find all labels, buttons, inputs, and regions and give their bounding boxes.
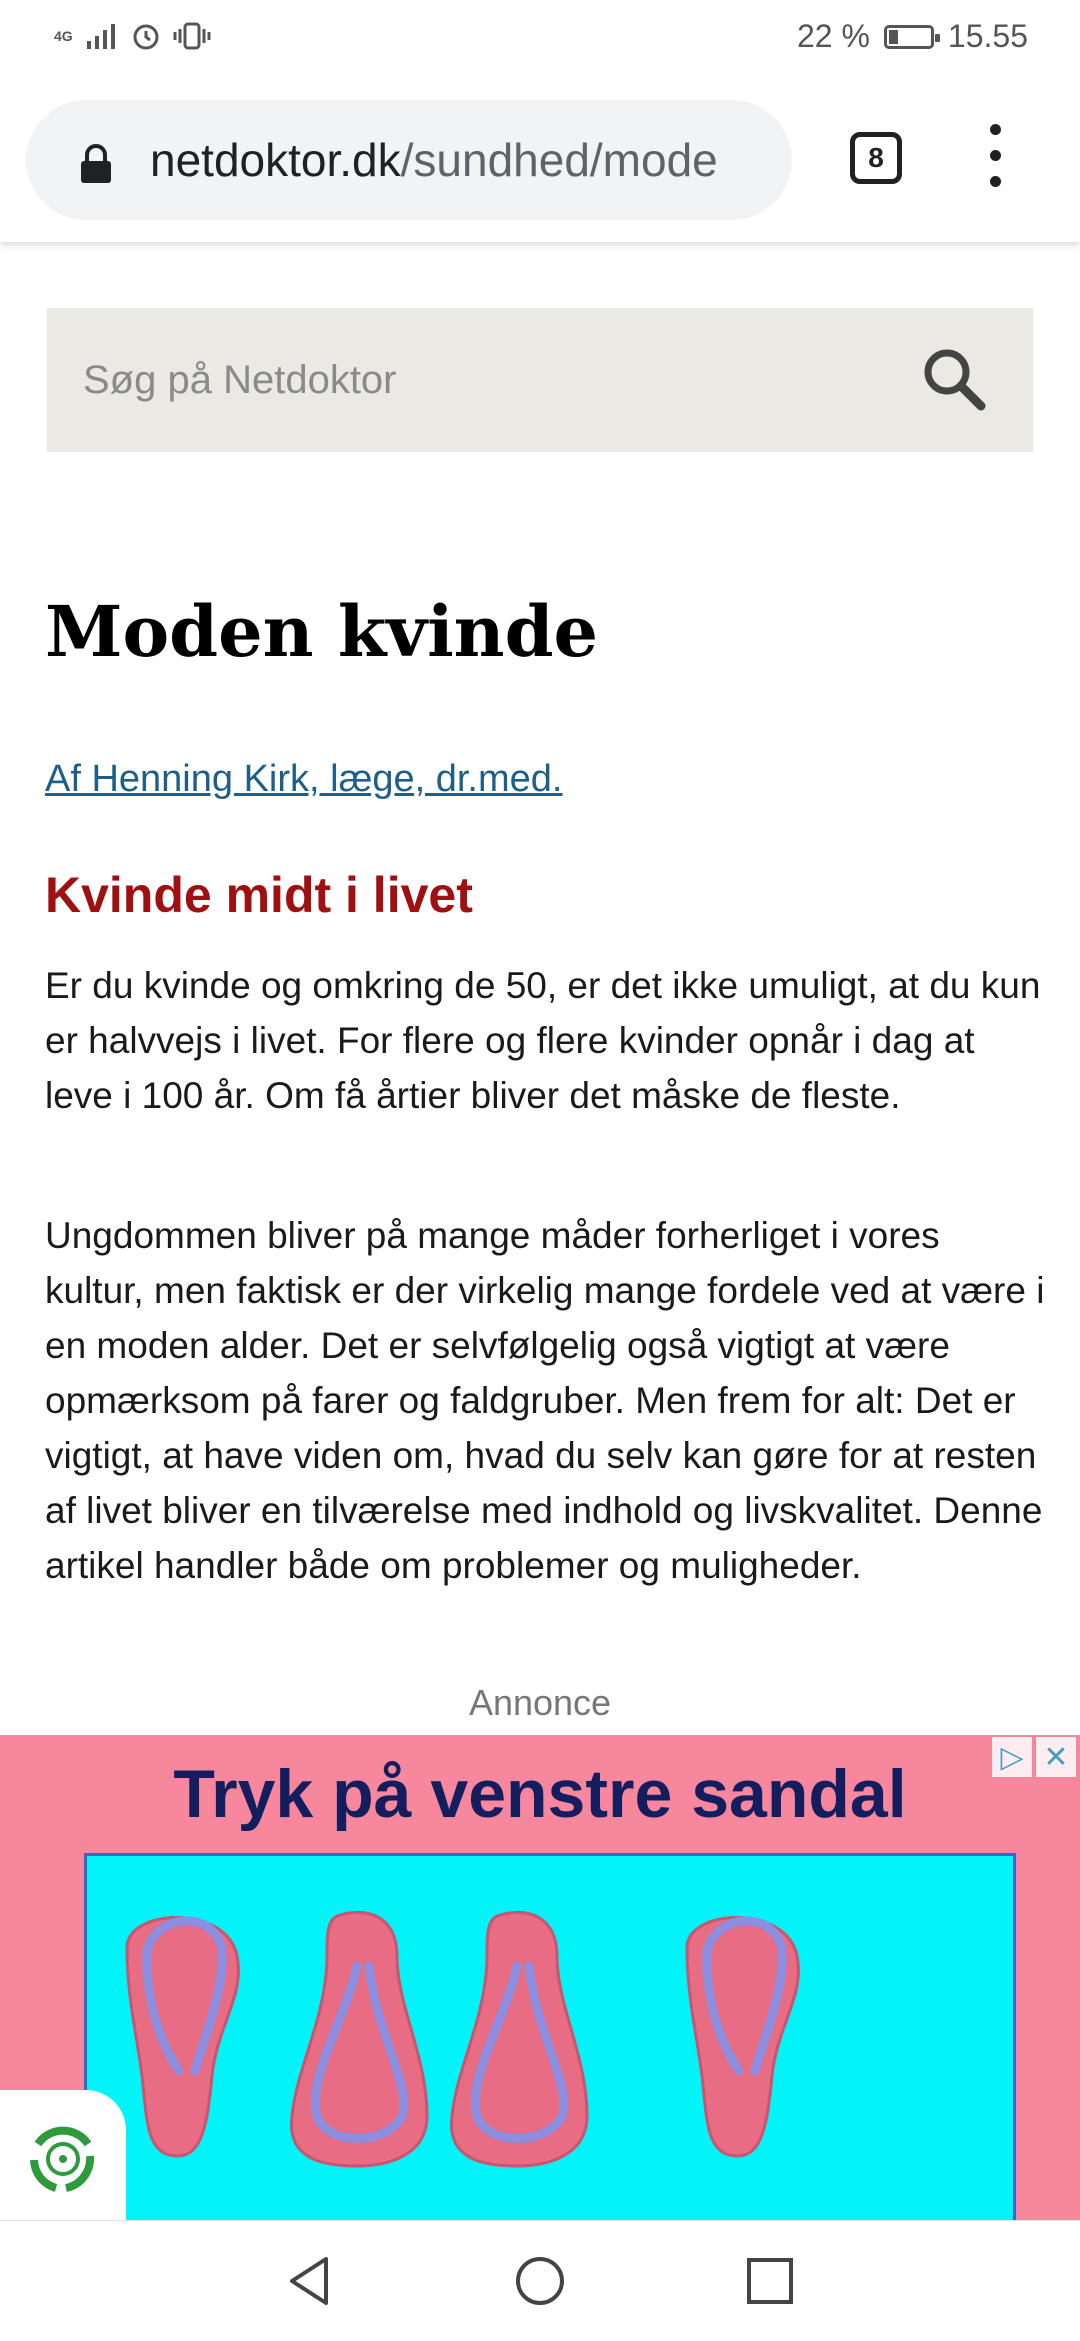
recycle-badge[interactable] <box>0 2090 126 2220</box>
author-link[interactable]: Af Henning Kirk, læge, dr.med. <box>45 758 563 800</box>
page-title: Moden kvinde <box>45 590 599 673</box>
network-type: 4G <box>54 28 73 44</box>
tab-switcher-button[interactable]: 8 <box>850 132 902 184</box>
sandal-4[interactable] <box>687 1917 798 2156</box>
search-icon[interactable] <box>921 346 987 412</box>
sandal-3[interactable] <box>451 1912 587 2166</box>
alarm-icon <box>131 21 161 51</box>
article-paragraph: Ungdommen bliver på mange måder forherliget i vores kultur, men faktisk er der virkelig mange fordele ved at være i en moden alder. Det er selvfølgelig også vigtigt at være opmærksom på farer og faldgruber. Men frem for alt: Det er vigtigt, at have viden om, hvad du selv kan gøre for at resten af livet bliver en tilværelse med indhold og livskvalitet. Denne artikel handler både om problemer og muligheder. <box>45 1215 1045 1586</box>
url-text[interactable] <box>150 130 790 190</box>
lock-icon <box>78 144 114 184</box>
signal-icon <box>85 23 119 49</box>
vibrate-icon <box>173 21 211 51</box>
battery-icon <box>884 25 934 49</box>
ad-headline: Tryk på venstre sandal <box>173 1756 907 1832</box>
adchoices-icon[interactable]: ▷ <box>992 1737 1032 1777</box>
battery-percent: 22 % <box>796 18 870 54</box>
sandals-illustration <box>87 1856 1013 2220</box>
section-heading: Kvinde midt i livet <box>45 867 473 923</box>
recycle-icon[interactable] <box>18 2114 108 2204</box>
status-bar <box>0 0 1080 80</box>
url-domain: netdoktor.dk <box>150 134 401 186</box>
search-input[interactable]: Søg på Netdoktor <box>83 358 397 402</box>
ad-game-panel[interactable] <box>84 1853 1016 2220</box>
close-icon[interactable]: ✕ <box>1036 1737 1076 1777</box>
article-paragraph: Er du kvinde og omkring de 50, er det ikke umuligt, at du kun er halvvejs i livet. For flere og flere kvinder opnår i dag at leve i 100 år. Om få årtier bliver det måske de fleste. <box>45 965 1041 1116</box>
home-circle-icon[interactable] <box>510 2251 570 2311</box>
status-icons-right <box>797 18 1028 55</box>
ad-label: Annonce <box>468 1682 612 1723</box>
sandal-2[interactable] <box>291 1912 427 2166</box>
status-icons-left <box>54 16 211 56</box>
address-bar[interactable] <box>26 100 792 220</box>
advertisement-banner[interactable] <box>0 1735 1080 2220</box>
url-path: /sundhed/mode <box>400 134 718 186</box>
sandal-1[interactable] <box>127 1917 238 2156</box>
browser-toolbar <box>0 80 1080 242</box>
recents-square-icon[interactable] <box>740 2251 800 2311</box>
more-vert-icon[interactable] <box>980 124 1010 194</box>
back-triangle-icon[interactable] <box>280 2251 340 2311</box>
clock: 15.55 <box>947 18 1028 54</box>
site-search[interactable] <box>47 308 1033 452</box>
ad-choices[interactable] <box>988 1737 1076 1777</box>
system-navigation-bar <box>0 2220 1080 2341</box>
